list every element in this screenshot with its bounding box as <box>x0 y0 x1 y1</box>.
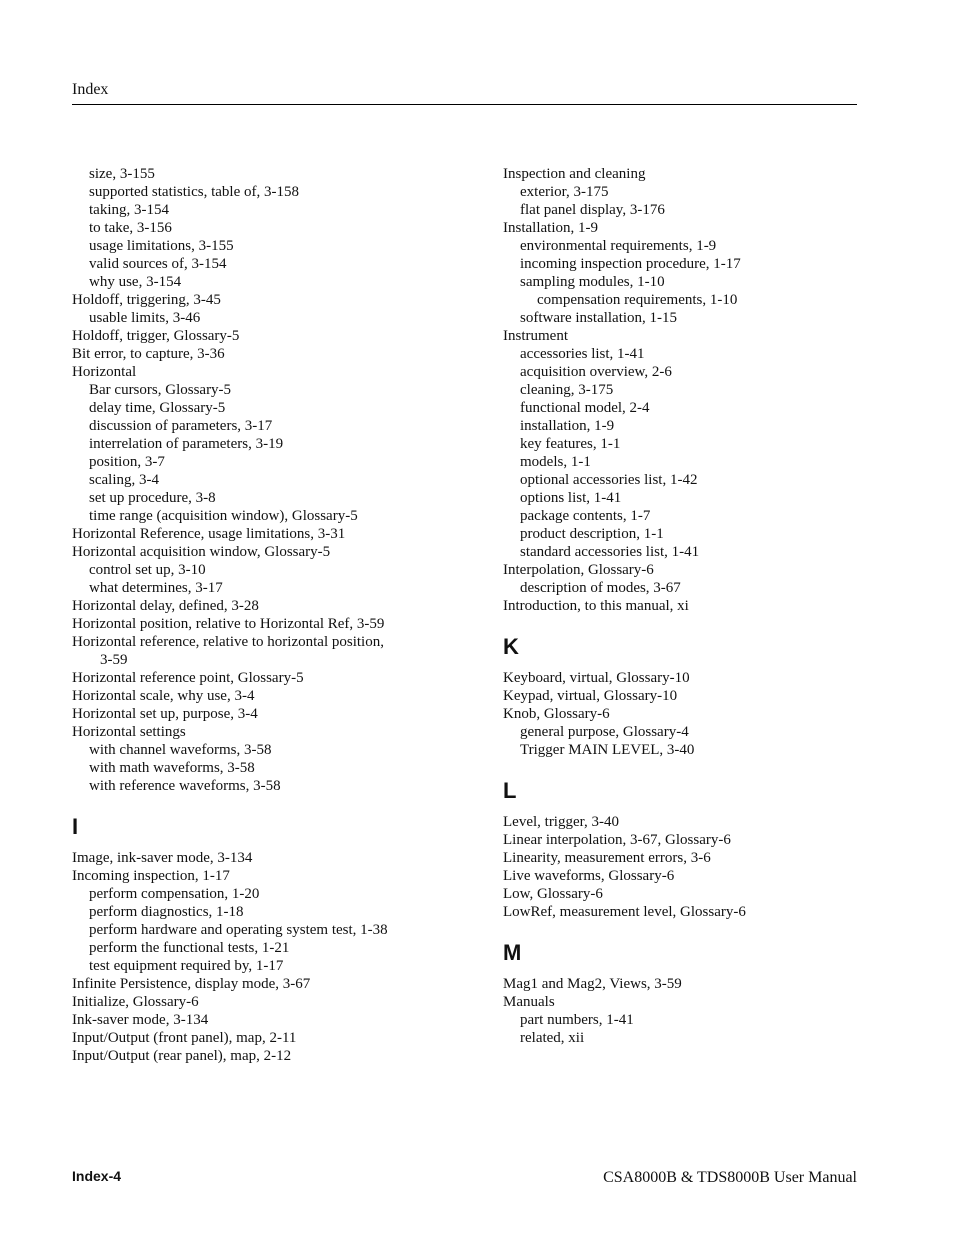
index-subentry: key features, 1-1 <box>520 436 621 452</box>
index-subentry: related, xii <box>520 1030 585 1046</box>
index-subentry: software installation, 1-15 <box>520 310 678 326</box>
index-subentry: compensation requirements, 1-10 <box>537 292 738 308</box>
index-subentry: Trigger MAIN LEVEL, 3-40 <box>520 742 695 758</box>
section-spacer <box>503 759 863 779</box>
index-entry: Holdoff, trigger, Glossary-5 <box>72 328 240 344</box>
index-subentry: functional model, 2-4 <box>520 400 650 416</box>
index-entry: Initialize, Glossary-6 <box>72 994 199 1010</box>
index-entry: Manuals <box>503 994 555 1010</box>
index-subentry: general purpose, Glossary-4 <box>520 724 689 740</box>
index-entry: Keypad, virtual, Glossary-10 <box>503 688 678 704</box>
index-entry: Inspection and cleaning <box>503 166 646 182</box>
section-letter: L <box>503 778 517 803</box>
index-entry: Infinite Persistence, display mode, 3-67 <box>72 976 311 992</box>
index-column-left <box>72 165 492 1065</box>
manual-title: CSA8000B & TDS8000B User Manual <box>603 1169 857 1186</box>
index-subentry: with reference waveforms, 3-58 <box>89 778 281 794</box>
index-subentry: perform hardware and operating system test, 1-38 <box>89 922 388 938</box>
index-subentry: why use, 3-154 <box>89 274 182 290</box>
section-spacer <box>72 839 492 849</box>
index-subentry: standard accessories list, 1-41 <box>520 544 700 560</box>
index-subentry: discussion of parameters, 3-17 <box>89 418 273 434</box>
index-subentry: description of modes, 3-67 <box>520 580 681 596</box>
index-subentry: package contents, 1-7 <box>520 508 651 524</box>
index-subentry: flat panel display, 3-176 <box>520 202 665 218</box>
index-subentry: time range (acquisition window), Glossary-5 <box>89 508 358 524</box>
index-subentry: models, 1-1 <box>520 454 591 470</box>
index-subentry: 3-59 <box>100 652 128 668</box>
section-spacer <box>503 615 863 635</box>
index-subentry: delay time, Glossary-5 <box>89 400 226 416</box>
index-subentry: installation, 1-9 <box>520 418 615 434</box>
index-entry: Horizontal reference point, Glossary-5 <box>72 670 304 686</box>
index-entry: Horizontal position, relative to Horizontal Ref, 3-59 <box>72 616 385 632</box>
section-spacer <box>503 803 863 813</box>
page-header <box>72 80 857 105</box>
index-subentry: cleaning, 3-175 <box>520 382 614 398</box>
index-entry: Incoming inspection, 1-17 <box>72 868 230 884</box>
index-entry: Low, Glossary-6 <box>503 886 603 902</box>
index-entry: Horizontal scale, why use, 3-4 <box>72 688 255 704</box>
index-subentry: sampling modules, 1-10 <box>520 274 665 290</box>
index-subentry: Bar cursors, Glossary-5 <box>89 382 232 398</box>
section-spacer <box>72 795 492 815</box>
index-entry: Level, trigger, 3-40 <box>503 814 620 830</box>
index-subentry: test equipment required by, 1-17 <box>89 958 284 974</box>
index-entry: Knob, Glossary-6 <box>503 706 610 722</box>
index-subentry: usable limits, 3-46 <box>89 310 201 326</box>
index-entry: Live waveforms, Glossary-6 <box>503 868 675 884</box>
index-entry: Horizontal settings <box>72 724 186 740</box>
index-entry: Bit error, to capture, 3-36 <box>72 346 225 362</box>
index-entry: Image, ink-saver mode, 3-134 <box>72 850 253 866</box>
index-entry: Interpolation, Glossary-6 <box>503 562 654 578</box>
index-subentry: to take, 3-156 <box>89 220 172 236</box>
index-subentry: options list, 1-41 <box>520 490 622 506</box>
index-subentry: environmental requirements, 1-9 <box>520 238 717 254</box>
index-entry: Horizontal Reference, usage limitations, 3-31 <box>72 526 346 542</box>
index-entry: Horizontal <box>72 364 137 380</box>
index-entry: Horizontal reference, relative to horizontal position, <box>72 634 384 650</box>
index-subentry: usage limitations, 3-155 <box>89 238 234 254</box>
section-letter: I <box>72 814 79 839</box>
page-number: Index-4 <box>72 1168 122 1184</box>
index-subentry: supported statistics, table of, 3-158 <box>89 184 299 200</box>
index-subentry: exterior, 3-175 <box>520 184 609 200</box>
index-subentry: set up procedure, 3-8 <box>89 490 216 506</box>
header-title: Index <box>72 81 109 98</box>
index-entry: Mag1 and Mag2, Views, 3-59 <box>503 976 682 992</box>
index-subentry: taking, 3-154 <box>89 202 169 218</box>
index-entry: Linear interpolation, 3-67, Glossary-6 <box>503 832 731 848</box>
index-subentry: perform diagnostics, 1-18 <box>89 904 244 920</box>
index-subentry: product description, 1-1 <box>520 526 664 542</box>
index-subentry: interrelation of parameters, 3-19 <box>89 436 284 452</box>
section-spacer <box>503 921 863 941</box>
index-entry: Instrument <box>503 328 568 344</box>
index-subentry: part numbers, 1-41 <box>520 1012 634 1028</box>
index-subentry: valid sources of, 3-154 <box>89 256 227 272</box>
index-subentry: with channel waveforms, 3-58 <box>89 742 272 758</box>
index-subentry: scaling, 3-4 <box>89 472 159 488</box>
index-subentry: position, 3-7 <box>89 454 165 470</box>
section-letter: K <box>503 634 519 659</box>
index-entry: Installation, 1-9 <box>503 220 598 236</box>
index-subentry: control set up, 3-10 <box>89 562 206 578</box>
index-entry: LowRef, measurement level, Glossary-6 <box>503 904 746 920</box>
index-entry: Keyboard, virtual, Glossary-10 <box>503 670 690 686</box>
section-letter: M <box>503 940 522 965</box>
index-entry: Introduction, to this manual, xi <box>503 598 689 614</box>
index-entry: Horizontal delay, defined, 3-28 <box>72 598 259 614</box>
index-subentry: what determines, 3-17 <box>89 580 223 596</box>
index-entry: Linearity, measurement errors, 3-6 <box>503 850 711 866</box>
index-subentry: perform the functional tests, 1-21 <box>89 940 290 956</box>
index-entry: Input/Output (front panel), map, 2-11 <box>72 1030 297 1046</box>
index-column-right <box>503 165 863 1047</box>
index-subentry: accessories list, 1-41 <box>520 346 645 362</box>
index-entry: Input/Output (rear panel), map, 2-12 <box>72 1048 292 1064</box>
index-entry: Horizontal set up, purpose, 3-4 <box>72 706 258 722</box>
section-spacer <box>503 659 863 669</box>
index-subentry: optional accessories list, 1-42 <box>520 472 698 488</box>
index-entry: Horizontal acquisition window, Glossary-5 <box>72 544 331 560</box>
index-subentry: acquisition overview, 2-6 <box>520 364 672 380</box>
index-subentry: incoming inspection procedure, 1-17 <box>520 256 741 272</box>
index-entry: Holdoff, triggering, 3-45 <box>72 292 221 308</box>
index-subentry: with math waveforms, 3-58 <box>89 760 255 776</box>
index-subentry: size, 3-155 <box>89 166 155 182</box>
index-entry: Ink-saver mode, 3-134 <box>72 1012 209 1028</box>
index-subentry: perform compensation, 1-20 <box>89 886 260 902</box>
section-spacer <box>503 965 863 975</box>
